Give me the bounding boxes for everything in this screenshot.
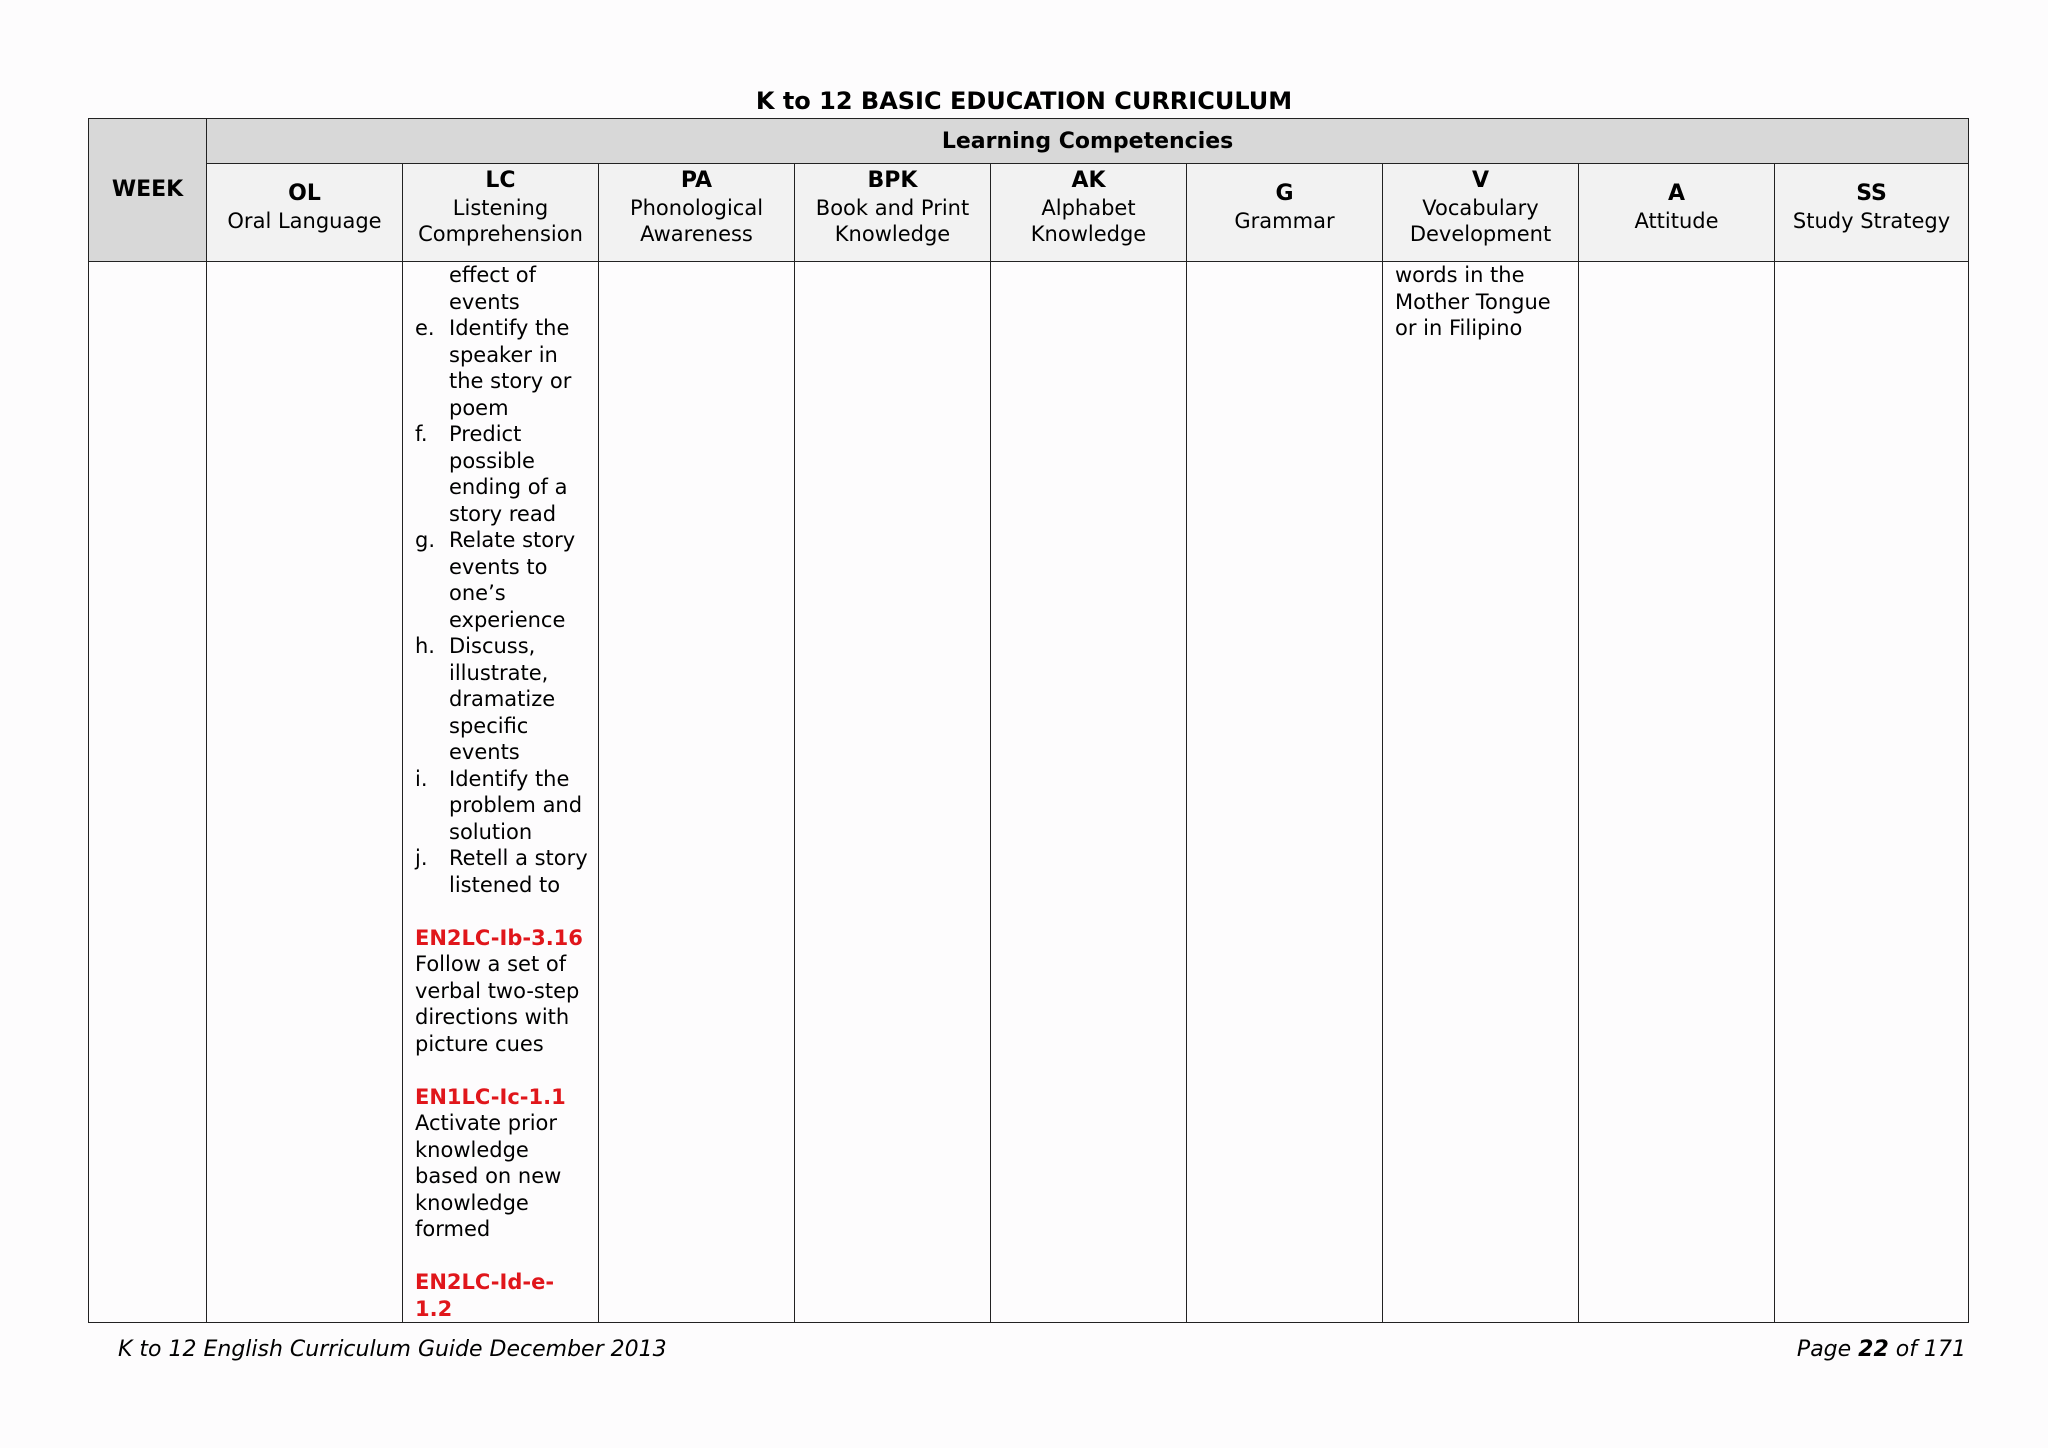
list-item [415, 845, 588, 898]
list-marker: f. [415, 422, 428, 446]
column-header-g [1187, 164, 1383, 262]
list-item-text: Identify the speaker in the story or poem [449, 316, 572, 420]
week-cell [89, 262, 207, 1323]
list-marker: i. [415, 766, 428, 791]
page-prefix: Page [1796, 1337, 1852, 1362]
footer-guide-title: K to 12 English Curriculum Guide December 2013 [118, 1337, 667, 1362]
list-item-text: Identify the problem and solution [449, 766, 583, 844]
lc-item-list [415, 315, 588, 898]
column-header-ss [1775, 164, 1969, 262]
column-name: Oral Language [227, 208, 382, 233]
pa-cell [599, 262, 795, 1323]
page-number: 22 [1858, 1337, 1889, 1362]
list-item-text: Discuss, illustrate, dramatize specific events [449, 634, 556, 764]
column-code: G [1275, 181, 1294, 206]
column-name: Study Strategy [1792, 208, 1951, 233]
column-name: Grammar [1234, 208, 1335, 233]
column-name: Phonological Awareness [629, 195, 764, 246]
column-header-ol [207, 164, 403, 262]
column-code: SS [1856, 181, 1887, 206]
footer-page-indicator [1797, 1337, 1966, 1362]
column-name: Vocabulary Development [1409, 195, 1552, 246]
week-header: WEEK [89, 119, 207, 262]
ak-cell [991, 262, 1187, 1323]
column-code: OL [288, 181, 321, 206]
column-header-lc [403, 164, 599, 262]
learning-competencies-header: Learning Competencies [207, 119, 1969, 164]
document-title: K to 12 BASIC EDUCATION CURRICULUM [755, 87, 1293, 115]
list-marker: g. [415, 528, 436, 552]
v-cell [1383, 262, 1579, 1323]
list-item [415, 633, 588, 766]
competency-code: EN1LC-Ic-1.1 [415, 1084, 566, 1109]
list-item-text: Predict possible ending of a story read [449, 422, 568, 526]
column-name: Listening Comprehension [418, 195, 583, 246]
table-row [89, 262, 1969, 1323]
ss-cell [1775, 262, 1969, 1323]
column-name: Attitude [1634, 208, 1719, 233]
column-header-bpk [795, 164, 991, 262]
competency-block [415, 1269, 588, 1322]
list-marker: e. [415, 316, 435, 340]
column-header-ak [991, 164, 1187, 262]
g-cell [1187, 262, 1383, 1323]
column-code: PA [680, 168, 713, 193]
list-item-text: Retell a story listened to [449, 846, 588, 897]
curriculum-table [88, 118, 1969, 1323]
a-cell [1579, 262, 1775, 1323]
list-marker: h. [415, 634, 435, 658]
list-item [415, 315, 588, 421]
competency-block [415, 1084, 588, 1243]
column-code: BPK [867, 168, 918, 193]
column-header-v [1383, 164, 1579, 262]
column-code: AK [1071, 168, 1106, 193]
column-code: V [1471, 168, 1490, 193]
competency-code: EN2LC-Id-e-1.2 [415, 1270, 555, 1321]
column-header-a [1579, 164, 1775, 262]
column-name: Alphabet Knowledge [1030, 195, 1147, 246]
list-item [415, 527, 588, 633]
list-item-text: Relate story events to one’s experience [449, 528, 576, 632]
competency-block [415, 925, 588, 1058]
list-item [415, 421, 588, 527]
ol-cell [207, 262, 403, 1323]
column-header-pa [599, 164, 795, 262]
competency-text: Activate prior knowledge based on new knowledge formed [415, 1111, 562, 1241]
list-item [415, 766, 588, 846]
bpk-cell [795, 262, 991, 1323]
column-code: LC [485, 168, 516, 193]
competency-text: Follow a set of verbal two-step directions with picture cues [415, 952, 580, 1056]
lc-continuation: effect of events [449, 263, 537, 314]
page-suffix: of 171 [1895, 1337, 1966, 1362]
competency-code: EN2LC-Ib-3.16 [415, 925, 583, 950]
column-code: A [1667, 181, 1686, 206]
column-name: Book and Print Knowledge [815, 195, 970, 246]
v-cell-text: words in the Mother Tongue or in Filipino [1395, 263, 1551, 340]
lc-cell [403, 262, 599, 1323]
list-marker: j. [415, 846, 428, 870]
